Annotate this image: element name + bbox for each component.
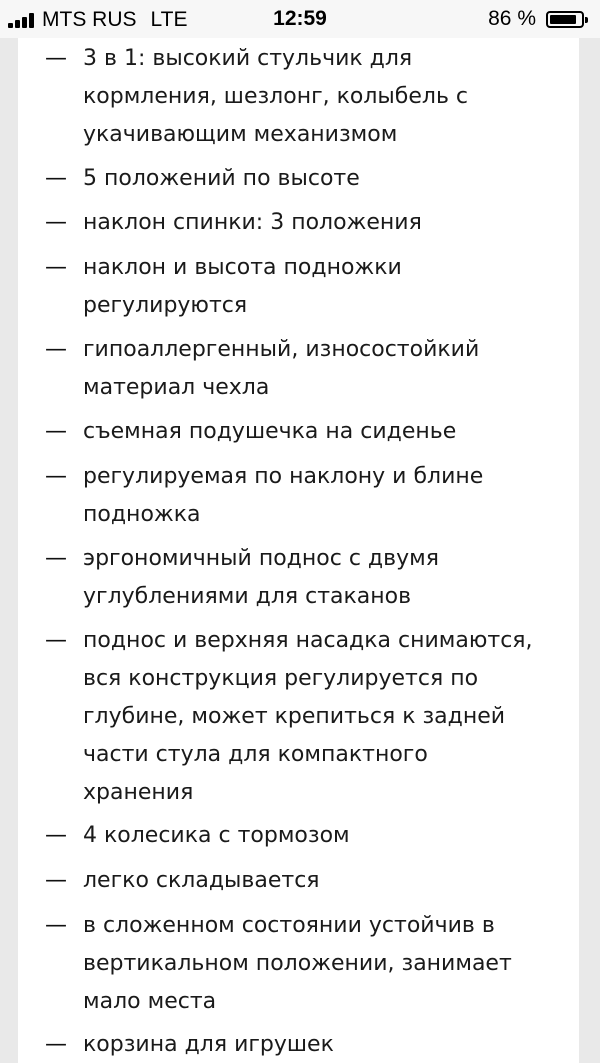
dash-bullet: — <box>45 1032 67 1058</box>
carrier-label: MTS RUS <box>42 8 137 31</box>
list-item-text: 4 колесика с тормозом <box>83 823 350 849</box>
dash-bullet: — <box>45 337 67 363</box>
status-right <box>488 7 584 31</box>
list-item-text: регулируемая по наклону и блине подножка <box>83 464 484 527</box>
list-item <box>18 413 579 451</box>
list-item <box>18 458 579 533</box>
battery-percent: 86 % <box>488 7 536 30</box>
list-item-text: 5 положений по высоте <box>83 165 360 191</box>
list-item-text: эргономичный поднос с двумя углублениями для стаканов <box>83 546 439 610</box>
battery-level-fill <box>550 15 576 24</box>
list-item-text: легко складывается <box>83 868 320 893</box>
dash-bullet: — <box>45 464 67 489</box>
list-item <box>18 40 579 153</box>
list-item <box>18 249 579 324</box>
list-item <box>18 817 579 855</box>
list-item-text: поднос и верхняя насадка снимаются, вся конструкция регулируется по глубине, может крепиться к задней части стула для компактного хранения <box>83 628 533 806</box>
list-item-text: съемная подушечка на сиденье <box>83 419 457 445</box>
clock-time: 12:59 <box>273 7 327 30</box>
list-item-text: 3 в 1: высокий стульчик для кормления, шезлонг, колыбель с укачивающим механизмом <box>83 46 469 147</box>
list-item <box>18 622 579 810</box>
list-item-text: наклон и высота подножки регулируются <box>83 255 402 318</box>
dash-bullet: — <box>45 165 67 191</box>
list-item <box>18 540 579 615</box>
network-type-label: LTE <box>150 8 188 31</box>
list-item <box>18 160 579 198</box>
feature-list-card <box>18 38 579 1063</box>
list-item-text: гипоаллергенный, износостойкий материал чехла <box>83 337 480 401</box>
list-item <box>18 1026 579 1063</box>
list-item-text: наклон спинки: 3 положения <box>83 210 422 236</box>
dash-bullet: — <box>45 419 67 445</box>
dash-bullet: — <box>45 823 67 849</box>
dash-bullet: — <box>45 912 67 938</box>
list-item <box>18 204 579 242</box>
list-item-text: корзина для игрушек <box>83 1032 334 1058</box>
dash-bullet: — <box>45 628 67 654</box>
list-item-text: в сложенном состоянии устойчив в вертикальном положении, занимает мало места <box>83 912 512 1014</box>
list-item <box>18 331 579 406</box>
list-item <box>18 907 579 1020</box>
dash-bullet: — <box>45 868 67 893</box>
dash-bullet: — <box>45 46 67 71</box>
dash-bullet: — <box>45 546 67 572</box>
status-bar <box>0 0 600 38</box>
list-item <box>18 862 579 900</box>
battery-icon <box>546 11 584 28</box>
dash-bullet: — <box>45 255 67 280</box>
dash-bullet: — <box>45 210 67 236</box>
